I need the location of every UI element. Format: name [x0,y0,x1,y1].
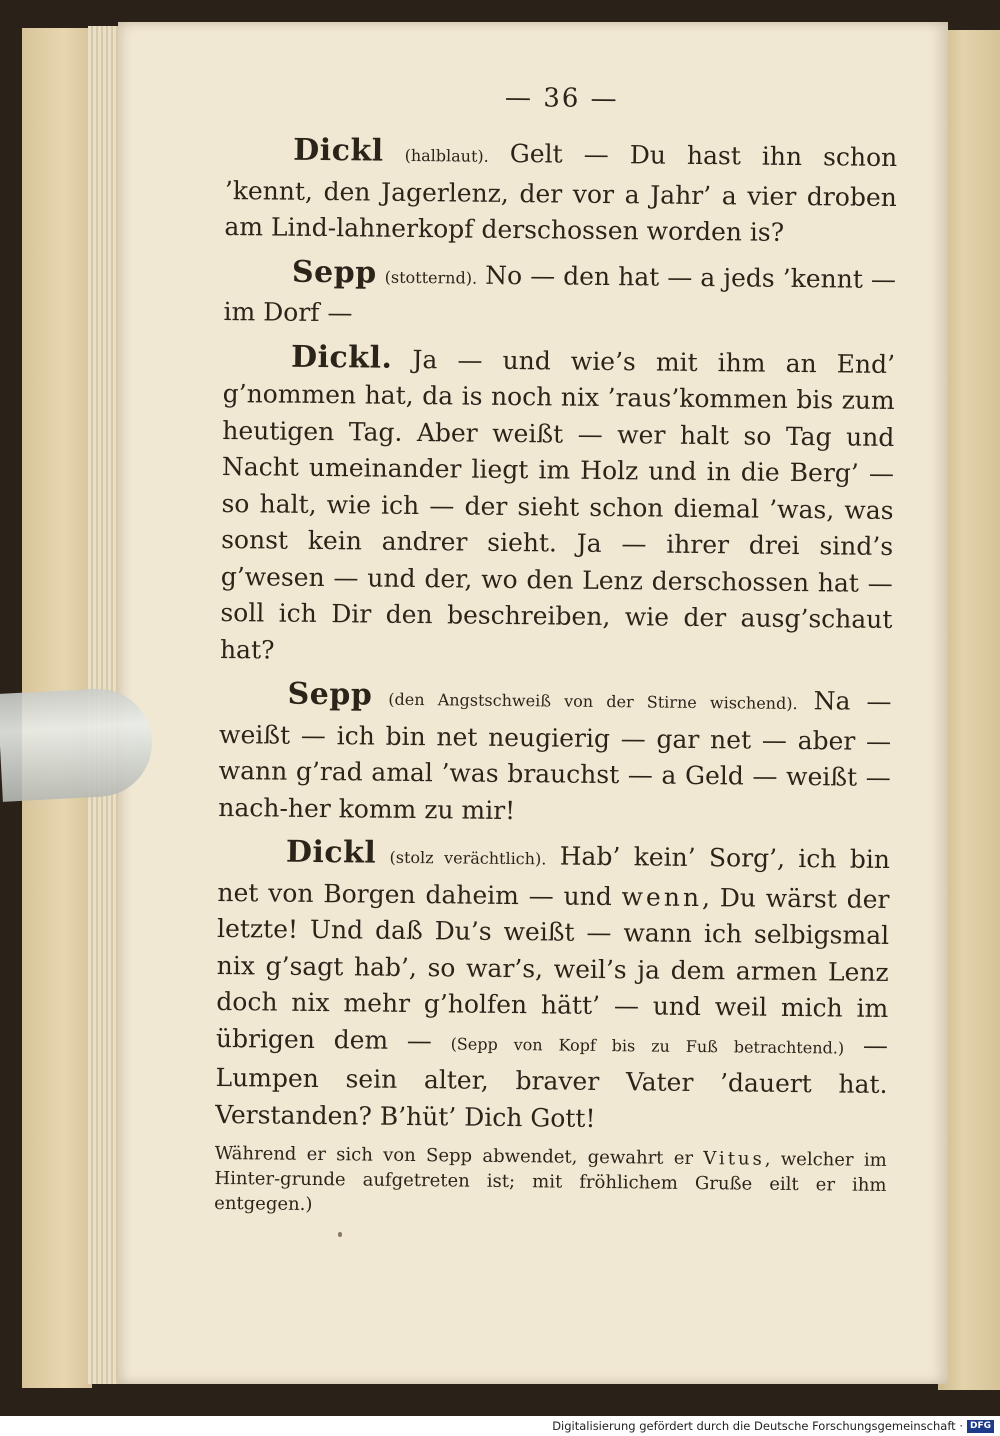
character-name-spaced: Vitus [703,1148,765,1170]
dialogue-paragraph [224,132,897,253]
stage-direction-inline: (stolz verächtlich). [389,847,547,869]
thumb-clip [0,686,155,802]
page-number: — 36 — [504,82,619,115]
dialogue-text: Hab’ kein’ Sorg’, ich bin net von Borgen daheim — und [217,841,891,911]
dialogue-paragraph [215,834,890,1140]
speaker-name: Dickl [293,132,384,169]
stage-direction-inline: (den Angstschweiß von der Stirne wischend). [388,689,798,714]
page-text [214,80,898,1241]
speaker-name: Sepp [291,254,377,291]
funding-text: Digitalisierung gefördert durch die Deutsche Forschungsgemeinschaft · [552,1419,963,1433]
dialogue-paragraph [220,338,895,675]
dialogue-paragraph [218,676,892,833]
dialogue-paragraph [223,253,896,337]
speaker-name: Sepp [287,676,373,713]
stage-direction-inline: (stotternd). [384,267,478,288]
stage-direction-inline: (Sepp von Kopf bis zu Fuß betrachtend.) [450,1033,845,1058]
dfg-logo: DFG [967,1420,994,1433]
dialogue-text: Na — weißt — ich bin net neugierig — gar net — aber — wann g’rad amal ’was brauchst — a Geld — weißt — nach-her komm zu mir! [218,686,892,825]
stage-direction-text: , welcher im Hinter-grunde aufgetreten ist; mit fröhlichem Gruße eilt er ihm entgegen.) [214,1148,887,1215]
speaker-name: Dickl. [290,339,393,376]
dialogue-text: , Du wärst der letzte! Und daß Du’s weißt — wann ich selbigsmal nix g’sagt hab’, so war’s, weil’s ja dem armen Lenz doch nix mehr g’holfen hätt’ — und weil mich im übrigen dem — [215,882,890,1055]
dialogue-text: Ja — und wie’s mit ihm an End’ g’nommen hat, da is noch nix ’raus’kommen bis zum heutigen Tag. Aber weißt — wer halt so Tag und Nacht umeinander liegt im Holz und in die Berg’ — so halt, wie ich — der sieht schon diemal ’was, was sonst kein andrer sieht. Ja — ihrer drei sind’s g’wesen — und der, wo den Lenz derschossen hat — soll ich Dir den beschreiben, wie der ausg’schaut hat? [219,344,896,665]
speaker-name: Dickl [285,834,377,871]
dialogue-text: Gelt — Du hast ihn schon ’kennt, den Jagerlenz, der vor a Jahr’ a vier droben am Lind-lahnerkopf derschossen worden is? [224,138,898,247]
dialogue-text: — Lumpen sein alter, braver Vater ’dauert hat. Verstanden? B’hüt’ Dich Gott! [215,1030,889,1133]
stage-direction-text: Während er sich von Sepp abwendet, gewahrt er [214,1142,694,1169]
funding-footer [0,1416,1000,1436]
dialogue-text: No — den hat — a jeds ’kennt — im Dorf — [223,260,897,328]
emphasized-word: wenn [621,881,703,912]
stage-direction-block [214,1141,887,1223]
stage-direction-inline: (halblaut). [404,145,489,166]
